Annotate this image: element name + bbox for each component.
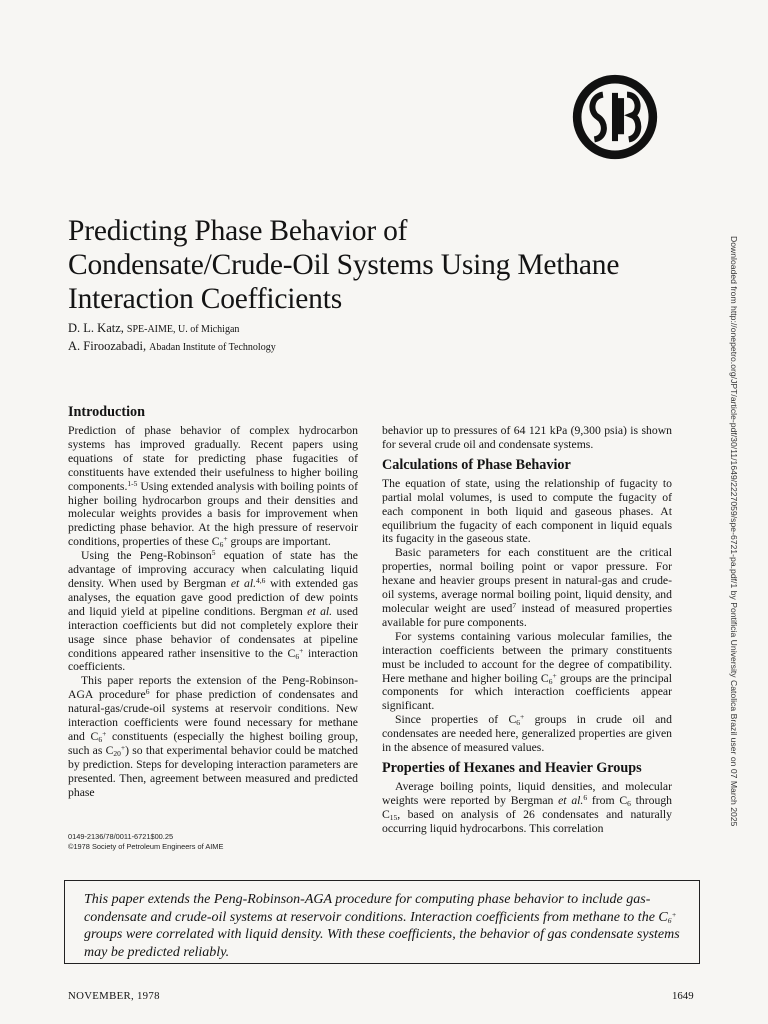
footer-date: NOVEMBER, 1978 [68, 990, 160, 1002]
download-note: Downloaded from http://onepetro.org/JPT/article-pdf/30/11/1649/2227059/spe-6721-pa.pdf/1 by Pontificia University Catolica Brazil user on 07 March 2025 [729, 236, 739, 827]
paragraph: This paper reports the extension of the Peng-Robinson-AGA procedure$^6$ for phase prediction of condensates and natural-gas/crude-oil systems at reservoir conditions. New interaction coefficients were found necessary for methane and $C_6^+$ constituents (especially the highest boiling group, such as $C_{20}^+$) so that experimental behavior could be matched by prediction. Steps for developing interaction parameters are presented. Then, agreement between measured and predicted phase [68, 674, 358, 799]
abstract-text: This paper extends the Peng-Robinson-AGA procedure for computing phase behavior to include gas-condensate and crude-oil systems at reservoir conditions. Interaction coefficients from methane to the $C_6^+$ groups were correlated with liquid density. With these coefficients, the behavior of gas condensate systems may be predicted reliably. [84, 892, 680, 960]
copyright-notice [68, 832, 223, 851]
title-line-3: Interaction Coefficients [68, 283, 342, 315]
paragraph: Since properties of $C_6^+$ groups in crude oil and condensates are needed here, generalized properties are given in the absence of measured values. [382, 712, 672, 755]
section-heading-calculations: Calculations of Phase Behavior [382, 456, 571, 473]
paragraph: behavior up to pressures of 64 121 kPa (9,300 psia) is shown for several crude oil and condensate systems. [382, 424, 672, 451]
paragraph: The equation of state, using the relationship of fugacity to partial molal volumes, is used to compute the fugacity of each component in both liquid and gaseous phases. At equilibrium the fugacity of each component in liquid equals its fugacity in the gaseous state. [382, 476, 672, 546]
author-name: D. L. Katz, [68, 321, 124, 335]
title-line-1: Predicting Phase Behavior of [68, 215, 408, 247]
paper-title [68, 214, 688, 316]
section-heading-properties: Properties of Hexanes and Heavier Groups [382, 759, 642, 776]
paragraph: Using the Peng-Robinson$^5$ equation of state has the advantage of improving accuracy when calculating liquid density. When used by Bergman et al.$^{4,6}$ with extended gas analyses, the equation gave good prediction of dew points and liquid yield at pipeline conditions. Bergman et al. used interaction coefficients but did not completely explore their usage since phase behavior of condensates at pipeline conditions appeared rather insensitive to the $C_6^+$ interaction coefficients. [68, 548, 359, 674]
spe-logo-icon [572, 74, 658, 160]
author-2 [68, 339, 276, 355]
issn-line: 0149-2136/78/0011-6721$00.25 [68, 832, 174, 841]
copyright-line: ©1978 Society of Petroleum Engineers of AIME [68, 841, 224, 851]
page-number: 1649 [672, 990, 694, 1002]
title-line-2: Condensate/Crude-Oil Systems Using Methane [68, 249, 620, 281]
paragraph: Prediction of phase behavior of complex hydrocarbon systems has improved gradually. Recent papers using equations of state for predicting phase fugacities of constituents have extended their usefulness to higher boiling components.$^{1-5}$ Using extended analysis with boiling points of higher boiling hydrocarbon groups and their densities and molecular weights provides a basis for improvement when predicting phase behavior. At the high pressure of reservoir conditions, properties of these $C_6^+$ groups are important. [68, 424, 358, 550]
author-name: A. Firoozabadi, [68, 339, 147, 353]
paragraph: For systems containing various molecular families, the interaction coefficients between the primary constituents must be included to account for the degree of compatibility. Here methane and higher boiling $C_6^+$ groups are the principal components for which interaction coefficients appear significant. [382, 629, 672, 713]
left-column [68, 404, 358, 799]
paragraph: Basic parameters for each constituent are the critical properties, normal boiling point or vapor pressure. For hexane and heavier groups present in natural-gas and crude-oil systems, average normal boiling point, liquid density, and molecular weight are used$^7$ instead of measured properties available for pure components. [382, 546, 672, 629]
author-affiliation: Abadan Institute of Technology [149, 342, 276, 353]
right-column [382, 424, 672, 836]
author-1 [68, 321, 239, 337]
paragraph: Average boiling points, liquid densities, and molecular weights were reported by Bergman et al.$^6$ from $C_6$ through $C_{15}$, based on analysis of 26 condensates and naturally occurring liquid hydrocarbons. This correlation [382, 779, 673, 835]
author-affiliation: SPE-AIME, U. of Michigan [126, 324, 240, 335]
section-heading-introduction: Introduction [68, 404, 145, 420]
